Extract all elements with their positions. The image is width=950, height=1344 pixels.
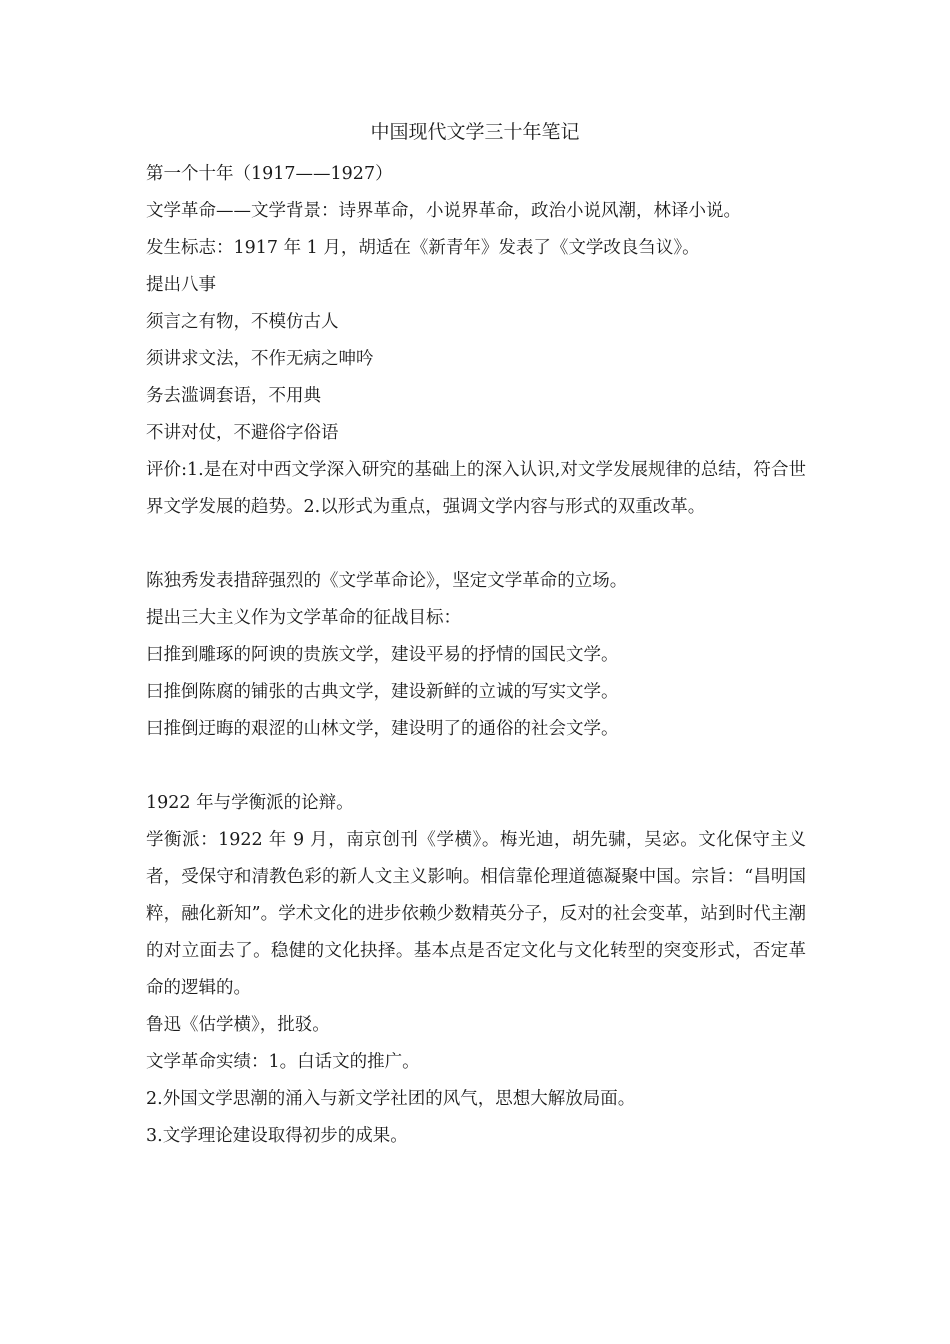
blank-line — [146, 526, 806, 563]
paragraph: 务去滥调套语，不用典 — [146, 386, 321, 406]
paragraph: 曰推倒陈腐的铺张的古典文学，建设新鲜的立诚的写实文学。 — [146, 682, 619, 702]
paragraph: 评价:1.是在对中西文学深入研究的基础上的深入认识,对文学发展规律的总结，符合世界文学发展的趋势。2.以形式为重点，强调文学内容与形式的双重改革。 — [146, 460, 806, 517]
paragraph: 曰推到雕琢的阿谀的贵族文学，建设平易的抒情的国民文学。 — [146, 645, 619, 665]
paragraph: 发生标志：1917 年 1 月，胡适在《新青年》发表了《文学改良刍议》。 — [146, 238, 700, 258]
paragraph: 第一个十年（1917——1927） — [146, 164, 393, 184]
paragraph: 鲁迅《估学横》，批驳。 — [146, 1015, 330, 1035]
paragraph: 3.文学理论建设取得初步的成果。 — [146, 1126, 408, 1146]
paragraph: 曰推倒迂晦的艰涩的山林文学，建设明了的通俗的社会文学。 — [146, 719, 619, 739]
paragraph: 文学革命——文学背景：诗界革命，小说界革命，政治小说风潮，林译小说。 — [146, 201, 741, 221]
paragraph: 提出八事 — [146, 275, 216, 295]
paragraph: 学衡派：1922 年 9 月，南京创刊《学横》。梅光迪，胡先骕，吴宓。文化保守主义者，受保守和清教色彩的新人文主义影响。相信靠伦理道德凝聚中国。宗旨：“昌明国粹，融化新知”。学术文化的进步依赖少数精英分子，反对的社会变革，站到时代主潮的对立面去了。稳健的文化抉择。基本点是否定文化与文化转型的突变形式，否定革命的逻辑的。 — [146, 830, 806, 998]
paragraph: 2.外国文学思潮的涌入与新文学社团的风气，思想大解放局面。 — [146, 1089, 636, 1109]
paragraph: 陈独秀发表措辞强烈的《文学革命论》，坚定文学革命的立场。 — [146, 571, 628, 591]
paragraph: 文学革命实绩：1。白话文的推广。 — [146, 1052, 420, 1072]
document-body — [146, 156, 806, 1155]
paragraph: 不讲对仗，不避俗字俗语 — [146, 423, 339, 443]
document-title: 中国现代文学三十年笔记 — [370, 121, 580, 143]
paragraph: 1922 年与学衡派的论辩。 — [146, 793, 354, 813]
paragraph: 提出三大主义作为文学革命的征战目标： — [146, 608, 461, 628]
paragraph: 须言之有物，不模仿古人 — [146, 312, 339, 332]
paragraph: 须讲求文法，不作无病之呻吟 — [146, 349, 374, 369]
blank-line — [146, 748, 806, 785]
